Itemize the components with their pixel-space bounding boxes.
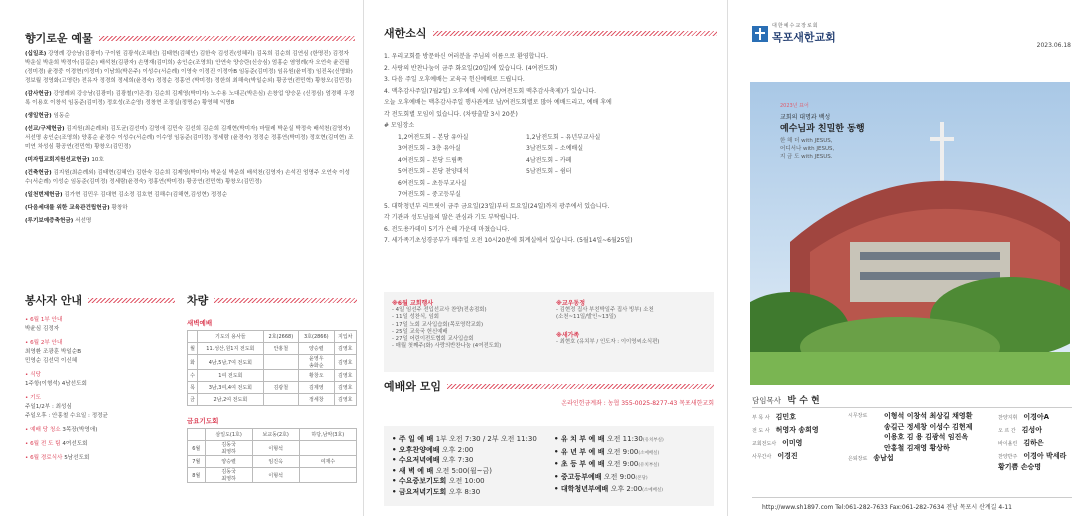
news-item: 7. 세가족기초성경공부가 매주일 오전 10시20분에 회계실에서 있습니다. (5월14일~6월25일) [384,237,633,244]
table-cell: 금 [188,394,198,406]
worship-place: (유치부실) [642,438,664,443]
offering-entry [25,169,355,187]
offering-label: (루기보예증축헌금) [25,218,74,224]
table-cell: 김광철 [263,382,298,394]
music-role: 오 르 간 [998,428,1016,434]
elder-line: 이용호 김 용 김광석 임진옥 [884,433,969,441]
staff-role: 전 도 사 [752,428,770,434]
volunteer-names: 5남선도회 [62,455,90,461]
friday-prayer-subtitle: 금요기도회 [187,417,219,425]
volunteer-section [25,292,175,463]
volunteer-names: 주일1/2부 : 최성심 [25,404,72,410]
heading-divider [447,384,714,389]
music-staff-row [998,412,1049,423]
offering-names: 강영례 강승남(김광미) 구이원 김광석(조혜선) 김태현(김혜인) 김한숙 김성진(성혜리) 김옥희 김순희 김연심 (한명진) 김정자 박운실 박운희 박정아(김길순) 배석천(김광자) 손명재(김미희) 송인순(조영희) 안연숙 양승란(신승심) 엄홍순 염영례(자 오언숙 윤건필(정미경) 윤경중 이경현(이정미) 이남희(박은주) 이성수(서순례) 이영숙 이정진 이정아B 임동준(김미정) 임유원(윤미정) 임진옥(신명화) 정보월 정영화(고영란) 전유자 정경희 정세희(윤경숙) 정정순 정홍연 (박미정) 정한희 최해숙(박일순외) 황공연(전민혁) 황창오(김민정) [25,51,353,84]
worship-schedule-right [554,434,664,497]
meeting-places [384,132,717,201]
retired-label: 은퇴장로 [848,456,868,462]
church-contact-footer: http://www.sh1897.com Tel:061-282-7633 Fax:061-282-7634 전남 목포시 산계길 4-11 [762,504,1012,511]
worship-time: 오전 11:30 [606,435,643,443]
table-cell: 김영호 [334,394,356,406]
volunteer-role: • 6월 전 도 팀 [25,441,61,447]
worship-place: (유치부실) [638,463,660,468]
table-row [188,456,357,468]
offering-entry [25,204,355,213]
offering-label: (다음세대를 위한 교육관건립헌금) [25,205,110,211]
worship-row [392,445,537,456]
table-row [188,441,357,456]
music-names: 김성아 [1021,426,1042,434]
volunteer-names: 3목장(박영애) [60,427,98,433]
music-staff-row [998,425,1042,436]
worship-name: • 금요저녁기도회 [392,487,449,496]
cross-icon [752,26,768,42]
worship-name: • 유 치 부 예 배 [554,435,607,443]
volunteer-title: 봉사자 안내 [25,294,82,307]
table-row [188,394,357,406]
event-item: - 11일 성찬식, 임회 [392,314,439,321]
motto-line: 어디서나 with JESUS, [780,146,835,152]
worship-section [384,378,714,407]
event-item: - 매월 첫째주(화) 사랑의반찬나눔 (4여전도회) [392,343,502,350]
volunteer-item [25,371,175,380]
motto-line-2: 예수님과 친밀한 동행 [780,124,865,134]
worship-name: • 유 년 부 예 배 [554,447,607,456]
new-family-list [556,339,706,346]
divider [752,407,1072,408]
church-photo [750,82,1070,385]
elders-names [878,411,972,453]
volunteer-role: • 6월 2부 안내 [25,340,63,346]
worship-row [392,466,537,477]
heading-divider [433,31,717,36]
music-names: 김하은 [1023,439,1044,447]
news-list [384,51,717,132]
worship-time: 1부 오전 7:30 / 2부 오전 11:30 [435,435,537,443]
table-cell: 이형석 [252,468,299,483]
offering-names: 황창하 [109,205,128,211]
table-cell: 3남,3여,4여 전도회 [198,382,264,394]
offering-label: (감사헌금) [25,91,52,97]
table-row [188,343,357,355]
heading-divider [99,36,355,41]
table-cell: 안홍철 [263,343,298,355]
meeting-place: 3여전도회 – 3층 유아실 [398,145,461,152]
heading-divider [214,298,357,303]
worship-row [554,447,664,460]
table-cell: 윤영우 송화순 [299,355,334,370]
volunteer-list [25,316,175,463]
worship-time: 오전 9:00 [606,447,639,456]
table-cell: 김동국 최영하 [205,441,252,456]
table-cell [188,331,198,343]
table-cell: 황창오 [299,370,334,382]
motto-line-1: 교회의 대명과 백성 [780,114,831,121]
music-staff-row [998,451,1066,472]
news-item: 2. 사랑의 반찬나눔이 금주 화요일(20일)에 있습니다. (4여전도회) [384,64,558,72]
event-item: - 27일 어린이전도협회 교사입습회 [392,336,474,343]
volunteer-role: • 6월 경로식사 [25,455,63,461]
elder-line: 안홍철 김재영 황상하 [884,443,950,452]
event-item: - 25일 교육국 헌신예배 [392,328,448,335]
table-cell: 양승렬 [205,456,252,468]
staff-names: 김민호 [775,413,796,421]
volunteer-item [25,394,175,403]
worship-row [554,434,664,447]
meeting-place: 7여전도회 – 중고등부실 [398,191,461,198]
meeting-place: 1,2여전도회 – 본당 유아실 [398,133,469,141]
worship-time: 오전 9:00 [606,460,639,468]
worship-row [554,459,664,472]
table-cell: 8월 [188,468,206,483]
offering-names: 서선명 [73,218,92,224]
divider [752,497,1072,498]
events-box [384,292,714,372]
worship-name: • 수요저녁예배 [392,456,442,464]
new-family-title: ※새가족 [556,331,580,339]
meeting-place [526,178,717,190]
worship-title: 예배와 모임 [384,380,441,393]
news-item: 4. 맥추감사주일(7월2일) 오후예배 시에 (남/여전도회 맥추감사축제)가 있습니다. [384,87,596,95]
staff-role: 부 목 사 [752,415,770,421]
motto-line: 지 금 도 with JESUS. [780,154,833,160]
worship-name: • 주 일 예 배 [392,435,436,443]
table-cell: 김영호 [334,382,356,394]
table-cell: 2남,2여 전도회 [198,394,264,406]
news-item: # 모임장소 [384,122,415,129]
worship-row [554,484,664,497]
dawn-service-subtitle: 새벽예배 [187,319,213,327]
staff-role: 교회전도사 [752,441,777,447]
worship-row [392,455,537,466]
music-names: 이경아 박세라 황기쁨 손승명 [998,452,1067,471]
offering-names: 10호 [89,157,104,163]
table-cell [299,468,356,483]
staff-row [752,451,798,462]
bulletin-date: 2023.06.18 [1036,42,1071,49]
elder-line: 송길근 정세창 이성수 김현제 [884,422,973,431]
church-name: 목포새한교회 [772,31,836,44]
worship-name: • 오후찬양예배 [392,445,442,454]
worship-name: • 대학청년부예배 [554,485,611,493]
volunteer-names: 주일오후 : 안홍철 수요일 : 정정균 [25,413,108,419]
table-cell [188,429,206,441]
table-cell: 김영호 [334,355,356,370]
offering-names: 김지원(최순례외) 김태현(김혜인) 김한숙 김순희 김제영(박미자) 박운실 박운희 배석천(김영자) 손석진 엄명주 오언숙 이성수(서순례) 이성순 임동준(김미정) 정세람(윤경숙) 정홍연(박미정) 황공연(전민혁) 황창오(김민정) [25,170,350,185]
vehicle-section [187,292,357,483]
pastor-name: 박 수 현 [787,396,820,406]
table-cell: 삼일도(1호) [205,429,252,441]
staff-row [752,438,802,449]
table-cell: 3호(2866) [299,331,334,343]
offering-names: 김지원(최순례외) 김도균(김선미) 김영애 김민숙 김선희 김순희 김재현(박미자) 마틸레 박운실 박정숙 배석천(김영자) 서선명 송인순(조영희) 양홍순 윤경수 이성수(서순례) 이수영 임동준(김미정) 정세람 (윤경숙) 정정순 정홍연(박미정) 정호현(김미현) 조미연 차성심 황공연(전민혁) 황창오(김민정) [25,126,354,150]
table-cell [263,394,298,406]
table-cell: 김제영 [299,382,334,394]
worship-time: 오후 8:30 [448,487,481,496]
offerings-list [25,50,355,226]
table-cell: 4남,5남,7여 전도회 [198,355,264,370]
news-item: 3. 다음 주일 오후예배는 교육국 헌신예배로 드립니다. [384,76,525,83]
member-news-item: - 김현정 집사 부친박일주 집사 빙부) 소천 [556,307,654,313]
meeting-place [526,189,717,201]
worship-row [392,476,537,487]
table-cell: 하당,남악(3호) [299,429,356,441]
table-row [188,370,357,382]
staff-role: 사무간사 [752,454,772,460]
volunteer-item [25,339,175,348]
table-cell: 임진옥 [252,456,299,468]
worship-time: 오후 7:30 [441,456,474,464]
table-cell: 김동국 최영하 [205,468,252,483]
offering-label: (일천번제헌금) [25,192,63,198]
worship-name: • 초 등 부 예 배 [554,460,607,468]
volunteer-role: • 예배 당 청소 [25,427,61,433]
vehicle-title: 차량 [187,294,209,307]
table-cell: 목 [188,382,198,394]
offering-names: 임동순 [51,113,70,119]
volunteer-item [25,426,175,435]
table-cell: 보교동(2호) [252,429,299,441]
online-offering-account: 온라인헌금계좌 : 농협 355-0025-8277-43 목포새한교회 [561,400,714,407]
staff-row [752,412,796,423]
table-cell: 7월 [188,456,206,468]
table-cell: 1여 전도회 [198,370,264,382]
offering-entry [25,125,355,152]
offerings-title: 향기로운 예물 [25,32,93,45]
table-cell [263,370,298,382]
news-item: 6. 전도용카데미 5기가 은혜 가운데 마쳤습니다. [384,225,510,233]
table-cell [299,441,356,456]
offering-label: (생일헌금) [25,113,52,119]
table-cell: 정세창 [299,394,334,406]
staff-names: 이미영 [782,439,803,447]
worship-time: 오후 2:00 [610,485,643,493]
offerings-heading [25,30,355,46]
music-role: 찬양반주 [998,454,1018,460]
annual-motto [780,102,865,161]
table-cell: 월 [188,343,198,355]
offering-entry [25,191,355,200]
member-news-item: (소천~11일/발인~13일) [556,314,617,321]
music-names: 이경아A [1023,413,1050,421]
table-cell: 이형석 [252,441,299,456]
volunteer-names: 4여선도회 [60,441,88,447]
volunteer-role: • 6월 1부 안내 [25,317,63,323]
motto-line-3 [780,137,865,161]
offering-entry [25,112,355,121]
news-item: 각 전도회별 모임이 있습니다. (차량출발 3시 20분) [384,110,518,118]
friday-vehicle-table [187,428,357,483]
table-cell: 수 [188,370,198,382]
table-cell: 6월 [188,441,206,456]
table-cell: 여재수 [299,456,356,468]
worship-schedule-left [392,434,537,497]
offering-entry [25,50,355,86]
volunteer-item [25,454,175,463]
denomination-name: 대한예수교장로회 [772,23,819,29]
worship-schedule-box [384,426,714,506]
volunteer-role: • 기도 [25,395,41,401]
worship-time: 오후 2:00 [441,445,474,454]
offering-names: 강영례외 강승남(김광미) 김광철(이은경) 김순희 김제영(박미자) 노수용 노대곤(박은심) 손창업 양승문 (신정심) 엄경해 우경록 이용호 이창석 임동준(김미정) 정호성(조순영) 정창현 조정실(정명순) 황영혜 익명8 [25,91,355,106]
staff-names: 이경진 [777,452,798,460]
pastor-label: 담임목사 [752,396,781,405]
offering-label: (십일조) [25,51,47,57]
table-cell: 기도의 용사들 [198,331,264,343]
meeting-place: 6여전도회 – 초등부교사실 [398,179,467,187]
worship-row [554,472,664,485]
staff-names: 허영자 송희영 [775,426,819,434]
news-item: 1. 우리교회를 방문하신 여러분을 주님의 이름으로 환영합니다. [384,53,548,60]
elders [848,412,973,452]
dawn-vehicle-table [187,330,357,406]
volunteer-names: 1주항(이형석) 4남선도회 [25,381,87,387]
worship-name: • 새 벽 예 배 [392,466,436,475]
news-list-2 [384,201,717,247]
volunteer-names: 최영환 조광훈 박일순B [25,349,82,355]
meeting-place: 4남전도회 – 카페 [526,156,572,164]
meeting-place: 4여전도회 – 본당 드림쪽 [398,156,463,164]
volunteer-item [25,440,175,449]
offering-label: (선교/구제헌금) [25,126,65,132]
worship-place: (소예배실) [638,450,660,456]
worship-row [392,434,537,445]
offering-label: (미자립교회지원선교헌금) [25,157,90,163]
volunteer-role: • 식당 [25,372,41,378]
elder-line: 이형석 이창석 최상길 채영환 [884,412,973,420]
table-cell: 김영호 [334,343,356,355]
table-cell [263,355,298,370]
music-role: 바이올린 [998,441,1018,447]
news-item: 각 기관과 성도님들의 많은 관심과 기도 부탁립니다. [384,214,520,221]
music-staff-row [998,438,1044,449]
table-row [188,382,357,394]
table-cell: 11.성산,원1지 전도회 [198,343,264,355]
offering-label: (건축헌금) [25,170,52,176]
volunteer-item [25,316,175,325]
volunteer-names: 민영순 김선덕 이신혜 [25,358,78,364]
worship-row [392,487,537,498]
table-cell: 김영호 [334,370,356,382]
new-family-item: - 최현호 (유치부 / 인도자 : 이이영씨소식편) [556,338,660,345]
worship-name: • 수요중보기도회 [392,477,449,485]
offering-entry [25,90,355,108]
meeting-place: 5여전도회 – 본당 찬양대석 [398,168,469,175]
motto-line: 한 해 더 with JESUS, [780,138,833,144]
music-role: 찬양지휘 [998,415,1018,421]
offering-entry [25,156,355,165]
staff-row [752,425,819,436]
motto-year: 2023년 표어 [780,103,809,109]
news-title: 새한소식 [384,27,427,40]
retired-elders [848,453,894,464]
worship-time: 오전 10:00 [448,477,485,485]
table-cell: 양승렬 [299,343,334,355]
table-row [188,468,357,483]
news-item: 오늘 오후예배는 맥추감사주일 행사관계로 남/여전도회별로 많아 예배드리고, 예배 후에 [384,99,612,106]
table-row [188,331,357,343]
offering-names: 김가현 김민우 김대현 김소정 김호현 김해수(김해현,김성현) 정정순 [62,192,228,198]
june-events-title: ※6월 교회행사 [392,300,434,307]
event-item: - 4일 임선주 전입선교사 찬양(전송점회) [392,307,487,313]
event-item: - 17일 노회 교사입습회(목포영락교회) [392,321,484,328]
senior-pastor [752,393,820,406]
table-row [188,429,357,441]
table-cell: 2호(2668) [263,331,298,343]
member-news-list [556,307,706,322]
meeting-place: 5남전도회 – 쉼터 [526,168,572,175]
church-logo [752,22,836,45]
offering-entry [25,217,355,226]
news-item: 5. 대학청년부 리트릿이 금주 금요일(23일)부터 토요일(24일)까지 광주에서 있습니다. [384,202,610,210]
meeting-place: 1,2남전도회 – 유년부교사실 [526,133,601,141]
worship-time: 오전 5:00(월~금) [435,466,493,475]
heading-divider [88,298,175,303]
volunteer-names: 박윤심 김정자 [25,326,60,332]
table-cell: 화 [188,355,198,370]
member-news-title: ※교우동정 [556,300,586,307]
worship-place: (소예배실) [642,488,664,493]
elders-label: 시무장로 [848,413,868,419]
table-cell: 지입차 [334,331,356,343]
meeting-place: 3남전도회 – 소예배실 [526,145,584,152]
worship-place: (본당) [635,475,648,481]
retired-names: 송남섭 [873,454,894,462]
worship-time: 오전 9:00 [603,472,636,481]
worship-name: • 중고등부예배 [554,472,604,481]
table-row [188,355,357,370]
june-events-list [392,307,552,351]
